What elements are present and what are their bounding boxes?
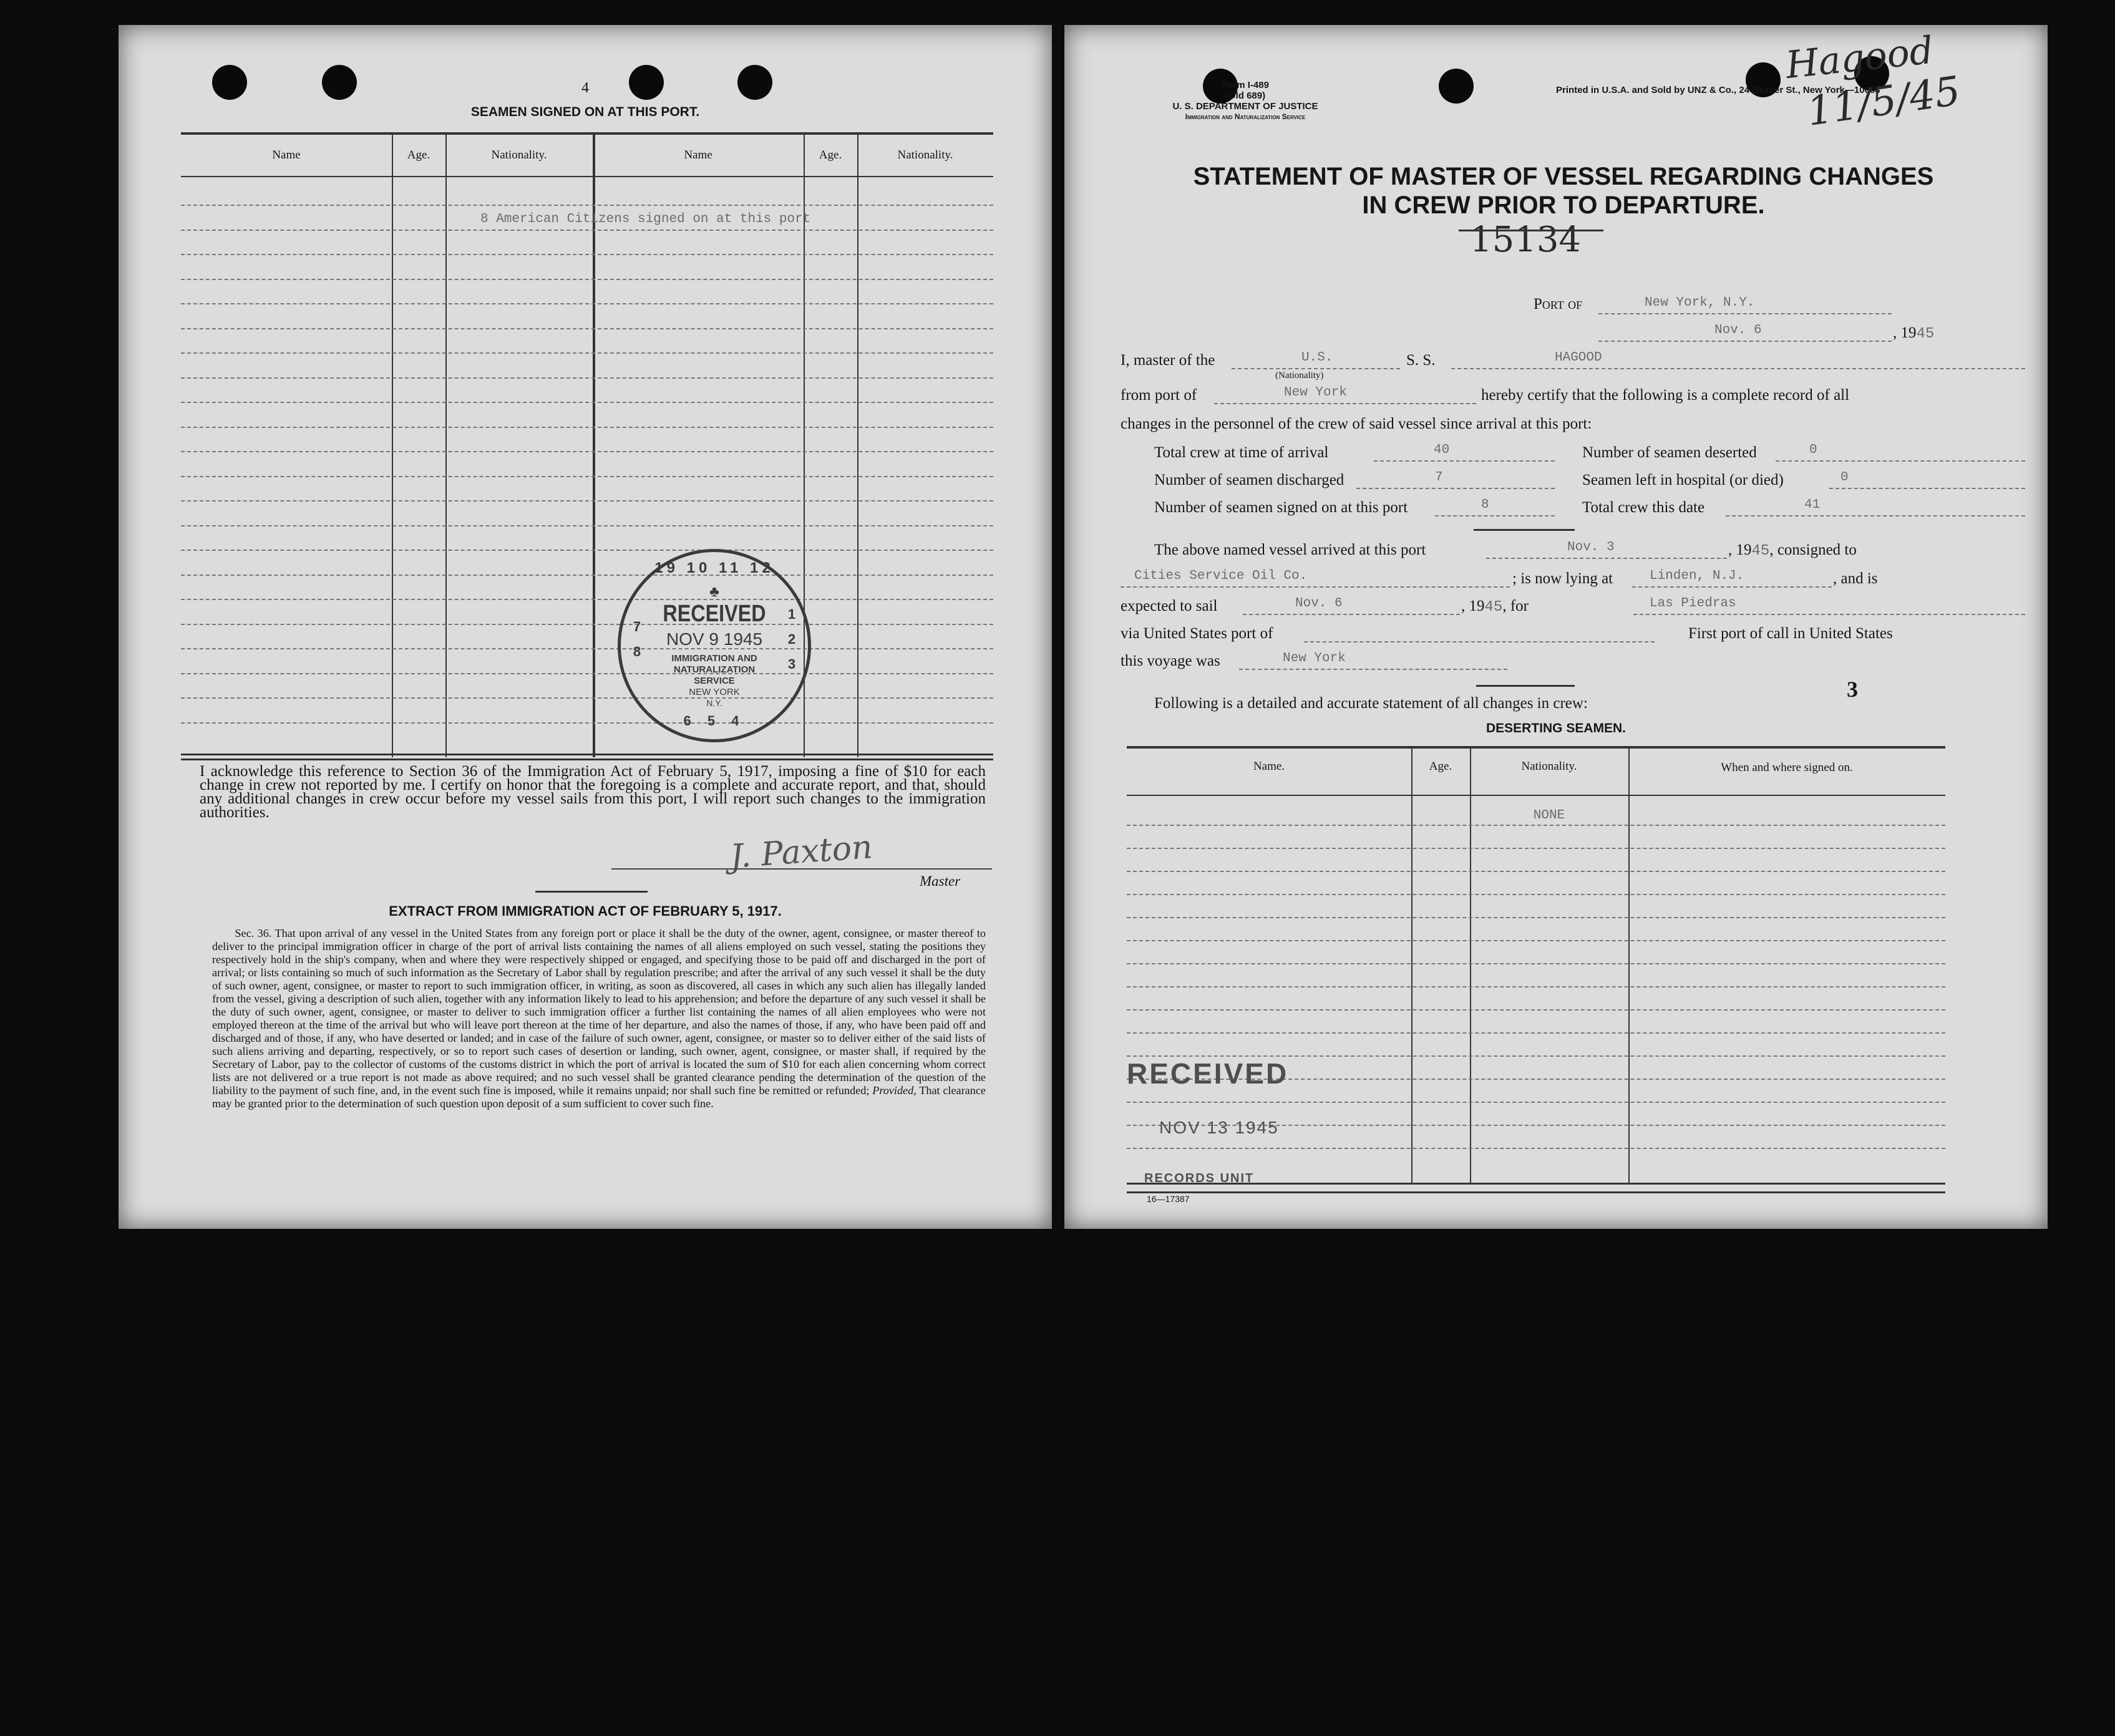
table-row <box>181 697 993 699</box>
this-voyage-label: this voyage was <box>1121 652 1220 669</box>
acknowledgement-text: I acknowledge this reference to Section 36 of the Immigration Act of February 5, 1917, imposing a fine of $10 for each change in crew not reported by me. I certify on honor that the foregoing is a complete and accurate report, and that, should any additional changes in crew occur before my vessel sails from this port, I will report such changes to the immigration authorities. <box>200 763 986 821</box>
nationality-caption: (Nationality) <box>1275 371 1324 381</box>
stat-value: 7 <box>1435 470 1443 485</box>
table-row <box>1127 871 1945 872</box>
stat-label: Number of seamen deserted <box>1582 444 1757 461</box>
master-label: Master <box>920 873 961 889</box>
sail-year-label: , 1945, for <box>1461 598 1529 616</box>
destination-value: Las Piedras <box>1650 596 1736 611</box>
typed-note: 8 American Citizens signed on at this port <box>480 212 811 226</box>
stat-value: 40 <box>1434 443 1450 457</box>
certify-text: hereby certify that the following is a complete record of all <box>1481 387 1850 404</box>
table-row <box>181 476 993 477</box>
from-port-value: New York <box>1284 386 1347 400</box>
stat-label: Seamen left in hospital (or died) <box>1582 472 1784 488</box>
table-row <box>181 673 993 674</box>
section-title: SEAMEN SIGNED ON AT THIS PORT. <box>470 105 700 119</box>
table-row <box>1127 940 1945 941</box>
table-row <box>181 303 993 304</box>
page-number: 4 <box>581 80 589 96</box>
master-of-label: I, master of the <box>1121 352 1215 369</box>
lying-value: Linden, N.J. <box>1650 569 1744 583</box>
sail-date-value: Nov. 6 <box>1295 596 1343 611</box>
extract-text: Sec. 36. That upon arrival of any vessel in the United States from any foreign port or place it shall be the duty of the owner, agent, consignee, or master thereof to deliver to the principal immigration officer in charge of the port of arrival lists containing the names of all aliens employed on such vessel, stating the positions they respectively hold in the ship's company, when and where they were respectively shipped or engaged, and specifying those to be paid off and discharged in the port of arrival; or lists containing so much of such information as the Secretary of Labor shall by regulation prescribe; and after the arrival of any such vessel it shall be the duty of such owner, agent, consignee, or master to report to such immigration officer, in writing, as soon as discovered, all cases in which any such alien has illegally landed from the vessel, giving a description of such alien, together with any information likely to lead to his apprehension; and before the departure of any such vessel it shall be the duty of such owner, agent, consignee, or master to deliver to such immigration officer a further list containing the names of all alien employees who were not employed thereon at the time of the arrival but who will leave port thereon at the time of her departure, and also the names of those, if any, who have been paid off and discharged and of those, if any, who have deserted or landed; and in case of the failure of such owner, agent, consignee, or master so to deliver either of the said lists of such aliens arriving and departing, respectively, or so to report such cases of desertion or landing, such owner, agent, consignee, or master shall, if required by the Secretary of Labor, pay to the collector of customs of the customs district in which the port of arrival is located the sum of $10 for each alien concerning whom correct lists are not delivered or a true report is not made as above required; and no such vessel shall be granted clearance pending the determination of the question of the liability to the payment of such fine, and, in the event such fine is imposed, while it remains unpaid; nor shall such fine be remitted or refunded; Provided, That clearance may be granted prior to the determination of such question upon deposit of a sum sufficient to cover such fine. <box>212 927 986 1110</box>
consignee-value: Cities Service Oil Co. <box>1134 569 1308 583</box>
left-page <box>119 25 1052 1229</box>
master-signature: J. Paxton <box>729 828 874 876</box>
table-row <box>181 328 993 329</box>
deserting-entry: NONE <box>1533 808 1565 823</box>
following-text: Following is a detailed and accurate statement of all changes in crew: <box>1154 695 1588 712</box>
consigned-label: , 1945, consigned to <box>1728 541 1857 560</box>
port-value: New York, N.Y. <box>1645 296 1755 310</box>
table-row <box>181 451 993 452</box>
table-row <box>181 352 993 354</box>
received-stamp-date: NOV 13 1945 <box>1159 1118 1279 1137</box>
table-row <box>1127 1009 1945 1011</box>
table-row <box>181 599 993 600</box>
page-mark: 3 <box>1847 677 1858 702</box>
header-age: Age. <box>1429 760 1452 773</box>
header-nationality: Nationality. <box>1521 760 1577 773</box>
extract-title: EXTRACT FROM IMMIGRATION ACT OF FEBRUARY 5, 1917. <box>389 903 782 919</box>
nationality-value: U.S. <box>1301 351 1333 365</box>
ship-name: HAGOOD <box>1555 351 1602 365</box>
table-row <box>181 500 993 502</box>
table-row <box>181 575 993 576</box>
stat-label: Number of seamen discharged <box>1154 472 1344 488</box>
form-header: Form I-489 (Old 689) U. S. DEPARTMENT OF JUSTICE Immigration and Naturalization Service <box>1172 80 1318 121</box>
table-row <box>181 377 993 379</box>
records-unit-stamp: RECORDS UNIT <box>1144 1171 1255 1185</box>
header-name: Name <box>272 148 301 162</box>
table-row <box>1127 825 1945 826</box>
printer-note: Printed in U.S.A. and Sold by UNZ & Co., 24 Beaver St., New York—10683 <box>1556 85 1880 95</box>
via-label: via United States port of <box>1121 625 1273 642</box>
table-row <box>181 402 993 403</box>
header-when-where: When and where signed on. <box>1721 761 1853 774</box>
table-row <box>1127 894 1945 895</box>
stat-value: 0 <box>1809 443 1817 457</box>
table-row <box>181 205 993 206</box>
table-row <box>181 427 993 428</box>
table-row <box>181 254 993 255</box>
first-port-label: First port of call in United States <box>1688 625 1893 642</box>
table-row <box>181 648 993 649</box>
stat-value: 0 <box>1840 470 1849 485</box>
header-nationality: Nationality. <box>897 148 953 162</box>
table-row <box>181 279 993 280</box>
table-row <box>1127 1102 1945 1103</box>
deserting-title: DESERTING SEAMEN. <box>1485 721 1626 735</box>
and-is-label: , and is <box>1833 570 1878 587</box>
header-age: Age. <box>407 148 430 162</box>
lying-label: ; is now lying at <box>1512 570 1613 587</box>
handwritten-date: 11/5/45 <box>1804 68 1963 135</box>
table-row <box>1127 1032 1945 1034</box>
year-label: , 1945 <box>1893 324 1935 342</box>
handwritten-name: Hagood <box>1783 28 1936 88</box>
received-stamp-2: RECEIVED <box>1127 1057 1289 1090</box>
stat-label: Total crew at time of arrival <box>1154 444 1329 461</box>
table-row <box>181 525 993 526</box>
form-code: 16—17387 <box>1147 1194 1190 1204</box>
arrived-label: The above named vessel arrived at this port <box>1154 541 1426 558</box>
stat-label: Total crew this date <box>1582 499 1705 516</box>
header-age: Age. <box>819 148 842 162</box>
stat-value: 8 <box>1481 498 1489 512</box>
changes-text: changes in the personnel of the crew of said vessel since arrival at this port: <box>1121 415 1592 432</box>
stat-label: Number of seamen signed on at this port <box>1154 499 1408 516</box>
form-title: STATEMENT OF MASTER OF VESSEL REGARDING CHANGES IN CREW PRIOR TO DEPARTURE. <box>1193 163 1934 219</box>
from-port-label: from port of <box>1121 387 1197 404</box>
table-row <box>181 624 993 625</box>
arrived-value: Nov. 3 <box>1567 540 1615 555</box>
table-row <box>181 230 993 231</box>
header-name: Name <box>684 148 712 162</box>
header-nationality: Nationality. <box>491 148 547 162</box>
stat-value: 41 <box>1804 498 1821 512</box>
table-row <box>1127 1148 1945 1149</box>
ss-label: S. S. <box>1406 352 1436 369</box>
table-row <box>1127 986 1945 987</box>
table-row <box>1127 963 1945 964</box>
table-row <box>1127 917 1945 918</box>
voyage-value: New York <box>1283 651 1346 666</box>
table-row <box>181 550 993 551</box>
handwritten-number: 15134 <box>1470 220 1582 260</box>
punch-hole <box>1439 69 1474 104</box>
received-stamp: 19 10 11 12 ♣ RECEIVED NOV 9 1945 IMMIGRATION AND NATURALIZATION SERVICE NEW YORK N.Y. 7 8 1 2 3 6 5 4 <box>618 549 811 742</box>
table-row <box>1127 848 1945 849</box>
date-value: Nov. 6 <box>1714 323 1762 337</box>
table-row <box>181 722 993 724</box>
expected-label: expected to sail <box>1121 598 1218 614</box>
header-name: Name. <box>1253 760 1285 773</box>
port-label: Port of <box>1534 296 1583 313</box>
right-page <box>1064 25 2048 1229</box>
